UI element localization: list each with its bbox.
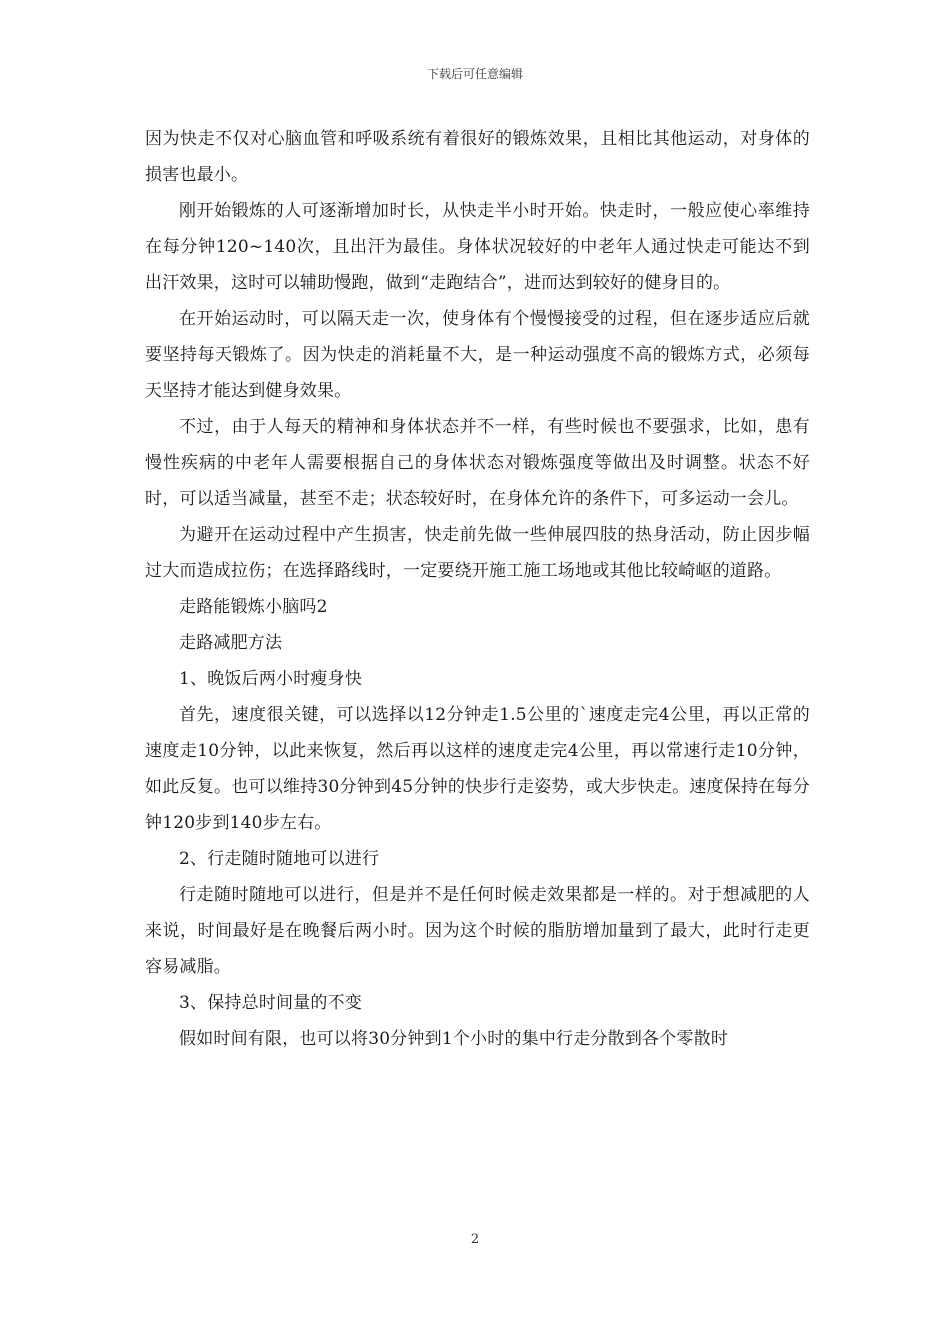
list-heading: 2、行走随时随地可以进行 <box>179 849 380 869</box>
section-heading: 走路能锻炼小脑吗2 <box>179 597 328 617</box>
subsection-heading: 走路减肥方法 <box>179 633 283 653</box>
paragraph: 首先，速度很关键，可以选择以12分钟走1.5公里的`速度走完4公里，再以正常的速度走10分钟，以此来恢复，然后再以这样的速度走完4公里，再以常速行走10分钟，如此反复。也可以维持30分钟到45分钟的快步行走姿势，或大步快走。速度保持在每分钟120步到140步左右。 <box>145 705 810 833</box>
list-heading: 3、保持总时间量的不变 <box>179 993 363 1013</box>
paragraph: 不过，由于人每天的精神和身体状态并不一样，有些时候也不要强求，比如，患有慢性疾病的中老年人需要根据自己的身体状态对锻炼强度等做出及时调整。状态不好时，可以适当减量，甚至不走；状态较好时，在身体允许的条件下，可多运动一会儿。 <box>145 417 810 509</box>
page-number: 2 <box>470 1232 480 1247</box>
paragraph: 在开始运动时，可以隔天走一次，使身体有个慢慢接受的过程，但在逐步适应后就要坚持每天锻炼了。因为快走的消耗量不大，是一种运动强度不高的锻炼方式，必须每天坚持才能达到健身效果。 <box>145 309 810 401</box>
paragraph: 为避开在运动过程中产生损害，快走前先做一些伸展四肢的热身活动，防止因步幅过大而造成拉伤；在选择路线时，一定要绕开施工施工场地或其他比较崎岖的道路。 <box>145 525 810 581</box>
paragraph-continued: 因为快走不仅对心脑血管和呼吸系统有着很好的锻炼效果，且相比其他运动，对身体的损害也最小。 <box>145 129 810 185</box>
paragraph: 行走随时随地可以进行，但是并不是任何时候走效果都是一样的。对于想减肥的人来说，时间最好是在晚餐后两小时。因为这个时候的脂肪增加量到了最大，此时行走更容易减脂。 <box>145 885 810 977</box>
list-heading: 1、晚饭后两小时瘦身快 <box>179 669 363 689</box>
paragraph: 假如时间有限，也可以将30分钟到1个小时的集中行走分散到各个零散时 <box>179 1029 729 1049</box>
document-body <box>145 121 810 1057</box>
page-header: 下载后可任意编辑 <box>426 67 523 81</box>
paragraph: 刚开始锻炼的人可逐渐增加时长，从快走半小时开始。快走时，一般应使心率维持在每分钟120~140次，且出汗为最佳。身体状况较好的中老年人通过快走可能达不到出汗效果，这时可以辅助慢跑，做到“走跑结合”，进而达到较好的健身目的。 <box>145 201 810 293</box>
